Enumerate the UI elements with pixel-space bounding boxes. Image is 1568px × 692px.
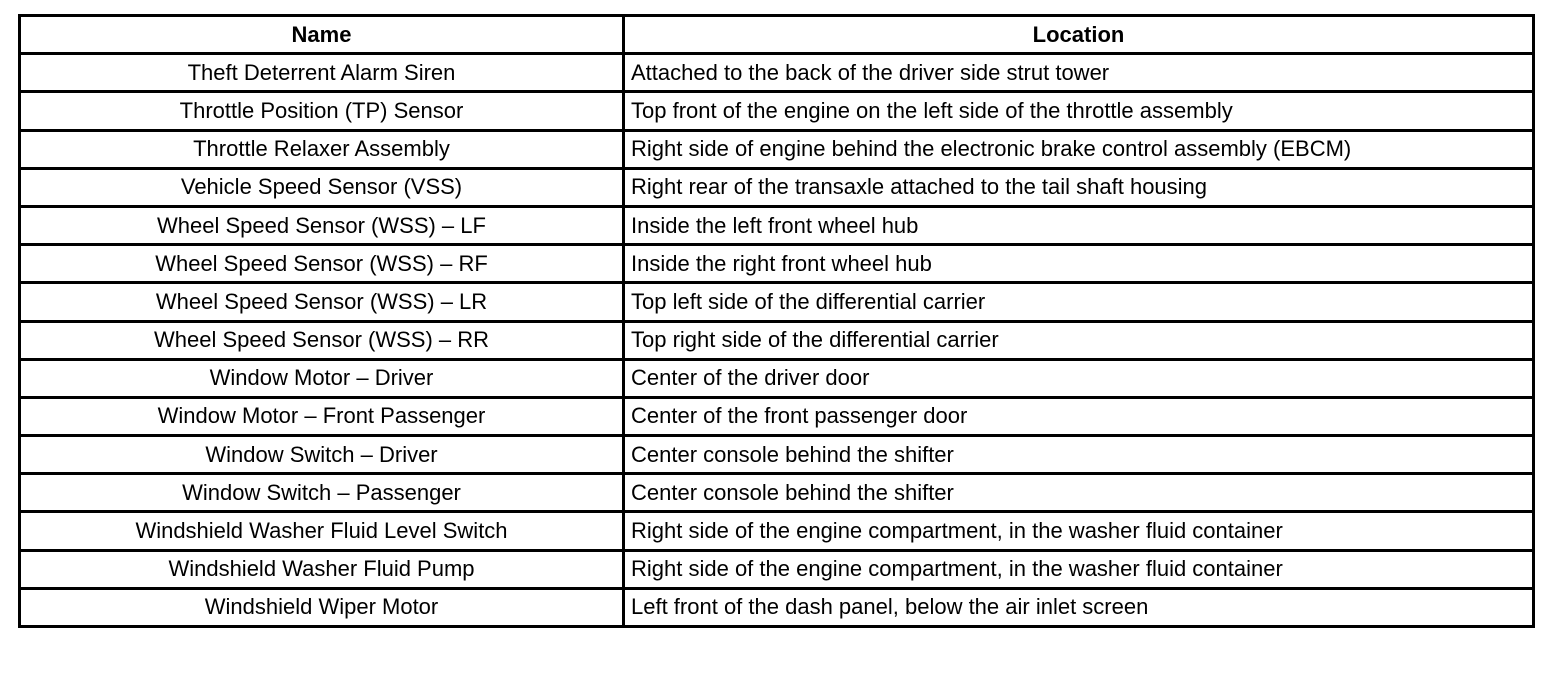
table-row [20,397,1534,435]
cell-name: Windshield Washer Fluid Pump [20,550,624,588]
cell-location: Top right side of the differential carrier [624,321,1534,359]
table-header-row [20,16,1534,54]
header-location: Location [624,16,1534,54]
cell-location: Top front of the engine on the left side of the throttle assembly [624,92,1534,130]
table-row [20,206,1534,244]
table-row [20,588,1534,626]
cell-name: Window Motor – Front Passenger [20,397,624,435]
cell-name: Throttle Relaxer Assembly [20,130,624,168]
cell-location: Left front of the dash panel, below the air inlet screen [624,588,1534,626]
cell-name: Window Motor – Driver [20,359,624,397]
table-row [20,321,1534,359]
table-row [20,359,1534,397]
component-location-table [18,14,1535,628]
cell-location: Center console behind the shifter [624,436,1534,474]
cell-name: Theft Deterrent Alarm Siren [20,54,624,92]
table-row [20,283,1534,321]
cell-name: Throttle Position (TP) Sensor [20,92,624,130]
table-row [20,512,1534,550]
cell-location: Center of the driver door [624,359,1534,397]
cell-location: Center console behind the shifter [624,474,1534,512]
table-row [20,550,1534,588]
cell-location: Right side of the engine compartment, in the washer fluid container [624,512,1534,550]
header-name: Name [20,16,624,54]
cell-location: Right side of the engine compartment, in the washer fluid container [624,550,1534,588]
cell-name: Wheel Speed Sensor (WSS) – LF [20,206,624,244]
component-location-table-container [18,14,1532,628]
cell-location: Center of the front passenger door [624,397,1534,435]
cell-name: Wheel Speed Sensor (WSS) – LR [20,283,624,321]
cell-name: Window Switch – Passenger [20,474,624,512]
cell-name: Windshield Washer Fluid Level Switch [20,512,624,550]
cell-name: Windshield Wiper Motor [20,588,624,626]
cell-name: Vehicle Speed Sensor (VSS) [20,168,624,206]
table-row [20,245,1534,283]
table-row [20,436,1534,474]
table-row [20,92,1534,130]
cell-location: Top left side of the differential carrier [624,283,1534,321]
cell-location: Right rear of the transaxle attached to the tail shaft housing [624,168,1534,206]
cell-name: Window Switch – Driver [20,436,624,474]
cell-location: Inside the right front wheel hub [624,245,1534,283]
cell-location: Inside the left front wheel hub [624,206,1534,244]
cell-name: Wheel Speed Sensor (WSS) – RF [20,245,624,283]
cell-location: Attached to the back of the driver side strut tower [624,54,1534,92]
table-row [20,168,1534,206]
cell-location: Right side of engine behind the electronic brake control assembly (EBCM) [624,130,1534,168]
cell-name: Wheel Speed Sensor (WSS) – RR [20,321,624,359]
table-row [20,54,1534,92]
table-row [20,474,1534,512]
table-row [20,130,1534,168]
